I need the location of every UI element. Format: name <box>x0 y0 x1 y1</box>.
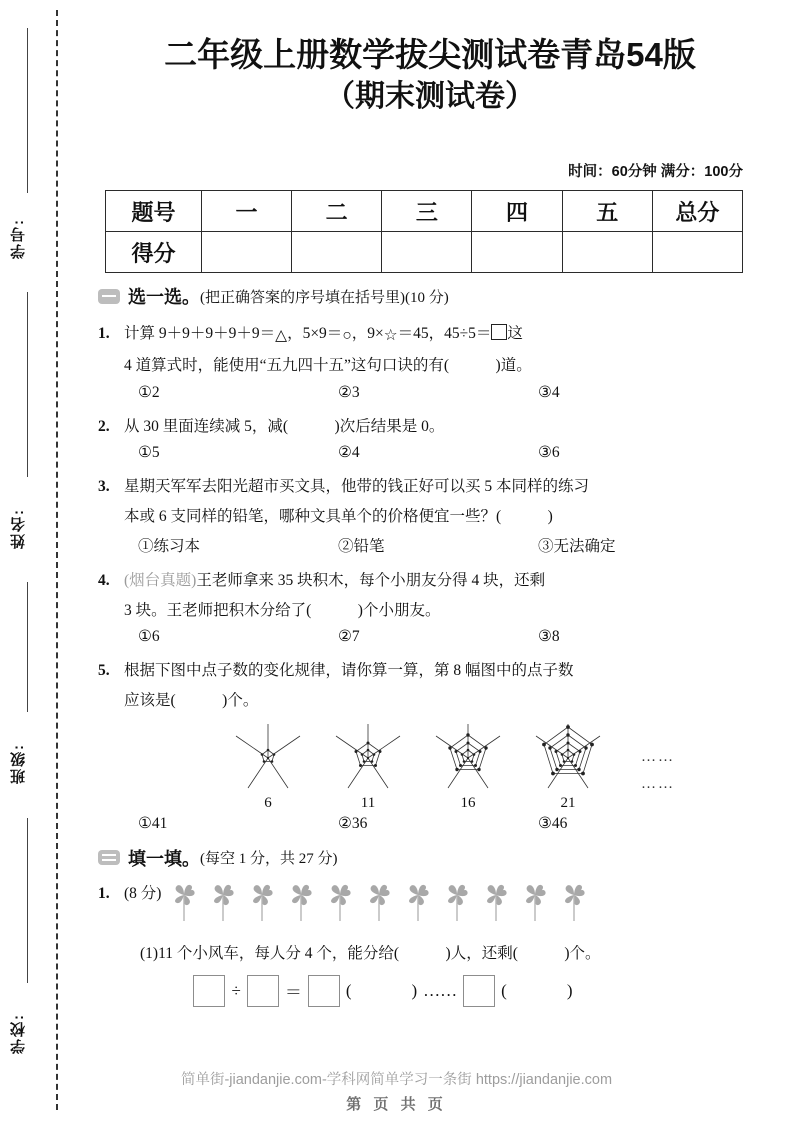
ellipsis-bottom: …… <box>641 775 675 792</box>
title-line-1: 二年级上册数学拔尖测试卷青岛54版 <box>164 36 696 73</box>
pinwheel-icon <box>247 879 277 934</box>
pinwheel-icon <box>169 879 199 934</box>
score-header-3: 三 <box>382 191 472 232</box>
q2-option-1[interactable]: ①5 <box>138 444 160 462</box>
equals-symbol: ＝ <box>284 983 302 1002</box>
divide-symbol: ÷ <box>231 980 241 1000</box>
section-title-1: 选一选。 <box>128 287 200 307</box>
q5-option-1[interactable]: ①41 <box>138 814 168 832</box>
table-row-header <box>106 191 743 232</box>
q1-text-e: 这 <box>507 325 523 342</box>
question-5 <box>98 656 758 716</box>
unit-paren-close-2: ) <box>566 980 573 1000</box>
question-5-line-1: 根据下图中点子数的变化规律，请你算一算，第 8 幅图中的点子数 <box>124 662 574 680</box>
score-cell-5[interactable] <box>562 232 652 273</box>
footer-pagination: 第 页 共 页 <box>346 1096 447 1113</box>
star-symbol: ☆ <box>383 327 398 344</box>
pinwheel-icon <box>325 879 355 934</box>
fill-question-1 <box>98 879 758 934</box>
score-cell-4[interactable] <box>472 232 562 273</box>
question-4-line-1 <box>124 566 758 596</box>
pinwheel-icon <box>208 879 238 934</box>
unit-paren-close-1: ) <box>411 980 418 1000</box>
score-table <box>105 190 743 273</box>
question-5-figure-row <box>98 722 758 812</box>
dashed-fold-line <box>56 10 58 1110</box>
q2-option-3[interactable]: ③6 <box>538 444 560 462</box>
q4-option-1[interactable]: ①6 <box>138 628 160 646</box>
question-5-line-2: 应该是( )个。 <box>124 692 259 709</box>
circle-symbol: ○ <box>342 327 352 344</box>
equation-box-divisor[interactable] <box>247 975 279 1007</box>
section-heading-2 <box>98 845 758 871</box>
question-4-line-2: 3 块。王老师把积木分给了( )个小朋友。 <box>124 601 441 619</box>
pinwheel-icon <box>520 879 550 934</box>
question-3-line-1: 星期天军军去阳光超市买文具，他带的钱正好可以买 5 本同样的练习 <box>124 478 590 496</box>
q3-option-3[interactable]: ③无法确定 <box>538 537 616 555</box>
margin-rule <box>27 818 28 983</box>
question-2-line-1: 从 30 里面连续减 5，减( )次后结果是 0。 <box>124 417 445 435</box>
pinwheel-icon <box>481 879 511 934</box>
pinwheel-icon <box>286 879 316 934</box>
exam-body <box>98 283 758 1007</box>
question-4-source-tag: (烟台真题) <box>124 571 197 589</box>
spider-web-figure <box>518 722 618 812</box>
q3-option-2[interactable]: ②铅笔 <box>338 537 385 555</box>
fill-question-score: (8 分) <box>124 884 162 902</box>
margin-rule <box>27 28 28 193</box>
ellipsis-top: …… <box>641 748 675 765</box>
score-header-5: 五 <box>562 191 652 232</box>
q4-option-3[interactable]: ③8 <box>538 628 560 646</box>
question-2-options <box>98 443 758 462</box>
spider-web-figure <box>318 722 418 812</box>
q1-text-c: ，9× <box>351 325 384 342</box>
q1-text-b: ，5×9＝ <box>287 325 343 342</box>
question-5-number: 5. <box>98 662 110 680</box>
spider-web-icon <box>218 722 318 794</box>
q1-text-a: 计算 9＋9＋9＋9＋9＝ <box>124 325 276 342</box>
question-5-options <box>98 814 758 833</box>
figure-caption: 16 <box>460 794 476 811</box>
margin-rule <box>27 582 28 712</box>
q1-option-2[interactable]: ②3 <box>338 383 360 401</box>
section-title-2: 填一填。 <box>128 848 200 869</box>
margin-rule <box>27 292 28 477</box>
question-4-number: 4. <box>98 571 110 589</box>
score-row-label: 得分 <box>106 232 202 273</box>
question-1-number: 1. <box>98 325 110 342</box>
triangle-symbol: △ <box>275 327 288 344</box>
score-header-4: 四 <box>472 191 562 232</box>
section-subtitle-2: (每空 1 分，共 27 分) <box>200 851 338 868</box>
equation-box-remainder[interactable] <box>463 975 495 1007</box>
title-line-2: （期末测试卷） <box>325 80 535 114</box>
pinwheel-icon <box>403 879 433 934</box>
question-4 <box>98 566 758 626</box>
score-header-2: 二 <box>292 191 382 232</box>
equation-box-quotient[interactable] <box>308 975 340 1007</box>
equation-box-dividend[interactable] <box>193 975 225 1007</box>
margin-label-school: 学校: <box>10 1013 27 1055</box>
answer-box-icon[interactable] <box>491 324 507 340</box>
margin-label-class: 班级: <box>10 743 27 785</box>
pinwheel-icon <box>442 879 472 934</box>
pinwheel-icon <box>364 879 394 934</box>
figure-ellipsis <box>618 722 698 806</box>
score-header-label: 题号 <box>106 191 202 232</box>
figure-caption: 6 <box>264 794 272 811</box>
figure-caption: 11 <box>360 794 376 811</box>
page-title <box>80 34 780 119</box>
table-row-score <box>106 232 743 273</box>
fill-equation-row <box>98 975 758 1007</box>
question-3-options <box>98 534 758 556</box>
q1-option-3[interactable]: ③4 <box>538 383 560 401</box>
spider-web-icon <box>518 722 618 794</box>
footer-source: 简单街-jiandanjie.com-学科网简单学习一条街 https://jiandanjie.com <box>180 1072 613 1088</box>
score-header-1: 一 <box>201 191 291 232</box>
remainder-dots: …… <box>423 980 458 1000</box>
spider-web-figure <box>218 722 318 812</box>
spider-web-icon <box>418 722 518 794</box>
question-3-number: 3. <box>98 478 110 496</box>
q3-option-1[interactable]: ①练习本 <box>138 537 201 555</box>
score-header-total: 总分 <box>652 191 742 232</box>
figure-caption: 21 <box>560 794 576 811</box>
fill-question-line <box>124 879 758 934</box>
score-cell-1[interactable] <box>201 232 291 273</box>
unit-paren-open-1: ( <box>345 980 352 1000</box>
spider-web-icon <box>318 722 418 794</box>
spider-web-figure <box>418 722 518 812</box>
question-1-line-1 <box>124 319 758 351</box>
section-heading-1 <box>98 283 758 309</box>
q5-option-2[interactable]: ②36 <box>338 814 368 832</box>
q4-text: 王老师拿来 35 块积木，每个小朋友分得 4 块，还剩 <box>196 571 546 589</box>
section-one-bar-icon <box>98 289 120 304</box>
margin-label-name: 姓名: <box>10 508 27 550</box>
q1-option-1[interactable]: ①2 <box>138 383 160 401</box>
exam-meta: 时间：60分钟 满分：100分 <box>568 164 743 180</box>
left-margin <box>0 0 70 1122</box>
page-footer <box>0 1068 793 1114</box>
q5-option-3[interactable]: ③46 <box>538 814 568 832</box>
pinwheel-row <box>169 879 589 934</box>
score-cell-3[interactable] <box>382 232 472 273</box>
margin-label-student-id: 学号: <box>10 218 27 260</box>
question-1 <box>98 319 758 381</box>
pinwheel-icon <box>559 879 589 934</box>
score-cell-total[interactable] <box>652 232 742 273</box>
question-2 <box>98 412 758 442</box>
question-3 <box>98 472 758 532</box>
question-4-options <box>98 627 758 646</box>
section-subtitle-1: (把正确答案的序号填在括号里)(10 分) <box>200 289 449 306</box>
q2-option-2[interactable]: ②4 <box>338 444 360 462</box>
q4-option-2[interactable]: ②7 <box>338 628 360 646</box>
fill-subquestion-1: (1)11 个小风车，每人分 4 个，能分给( )人，还剩( )个。 <box>140 944 601 962</box>
question-3-line-2: 本或 6 支同样的铅笔，哪种文具单个的价格便宜一些？( ) <box>124 508 553 525</box>
question-1-line-2: 4 道算式时，能使用“五九四十五”这句口诀的有( )道。 <box>124 356 532 374</box>
unit-paren-open-2: ( <box>501 980 507 1000</box>
q1-text-d: ＝45，45÷5＝ <box>397 325 492 342</box>
question-2-number: 2. <box>98 417 110 435</box>
fill-question-number: 1. <box>98 884 110 902</box>
score-cell-2[interactable] <box>292 232 382 273</box>
question-1-options <box>98 383 758 402</box>
section-two-bar-icon <box>98 850 120 865</box>
